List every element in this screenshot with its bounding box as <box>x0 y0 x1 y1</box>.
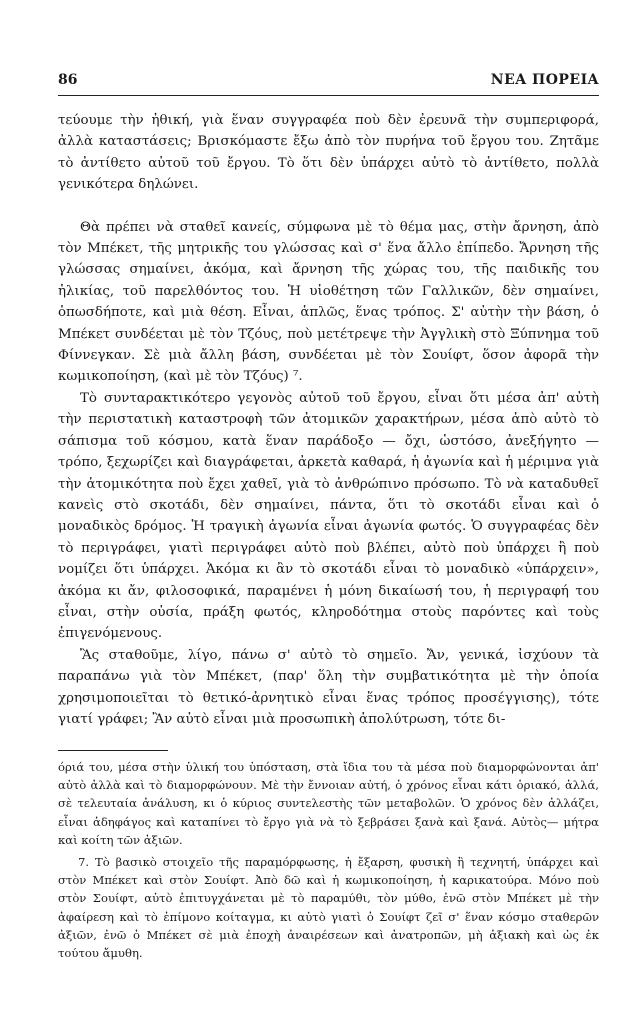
header-rule <box>58 95 599 96</box>
footnote-continued: όριά του, μέσα στὴν ὑλική του ὑπόσταση, στὰ ἴδια του τὰ μέσα ποὺ διαμορφώνονται ἀπ' αὐτὸ ἀλλὰ καὶ τὸ διαμορφώνουν. Μὲ τὴν ἔννοιαν αὐτή, ὁ χρόνος εἶναι κάτι ὁριακό, ἀλλά, σὲ τελευταία ἀνάλυση, κι ὁ κύριος συντελεστὴς τῶν μεταβολῶν. Ὁ χρόνος δὲν ἀλλάζει, εἶναι ἀδηφάγος καὶ καταπίνει τὸ ἔργο γιὰ νὰ τὸ ξεβράσει ξανὰ καὶ ξανά. Αὐτὸς— μήτρα καὶ κοίτη τῶν ἀξιῶν. <box>58 760 599 847</box>
paragraph: τεύουμε τὴν ἠθική, γιὰ ἕναν συγγραφέα ποὺ δὲν ἐρευνᾶ τὴν συμπεριφορά, ἀλλὰ καταστάσεις; Βρισκόμαστε ἔξω ἀπὸ τὸν πυρήνα τοῦ ἔργου του. Ζητᾶμε τὸ ἀντίθετο αὐτοῦ τοῦ ἔργου. Τὸ ὅτι δὲν ὑπάρχει αὐτὸ τὸ ἀντίθετο, πολλὰ γενικότερα δηλώνει. <box>58 113 599 193</box>
paragraph: Θὰ πρέπει νὰ σταθεῖ κανείς, σύμφωνα μὲ τὸ θέμα μας, στὴν ἄρνηση, ἀπὸ τὸν Μπέκετ, τῆς μητρικῆς του γλώσσας καὶ σ' ἕνα ἄλλο ἐπίπεδο. Ἄρνηση τῆς γλώσσας σημαίνει, ἀκόμα, καὶ ἄρνηση τῆς χώρας του, τῆς παιδικῆς του ἡλικίας, τοῦ παρελθόντος του. Ἡ υἱοθέτηση τῶν Γαλλικῶν, δὲν σημαίνει, ὁπωσδήποτε, καὶ μιὰ θέση. Εἶναι, ἁπλῶς, ἕνας τρόπος. Σ' αὐτὴν τὴν βάση, ὁ Μπέκετ συνδέεται μὲ τὸν Τζόυς, ποὺ μετέτρεψε τὴν Ἀγγλικὴ στὸ Ξύπνημα τοῦ Φίννεγκαν. Σὲ μιὰ ἄλλη βάση, συνδέεται μὲ τὸν Σουίφτ, ὅσον ἀφορᾶ τὴν κωμικοποίηση, (καὶ μὲ τὸν Τζόυς) ⁷. <box>58 219 599 385</box>
footnotes <box>58 758 599 962</box>
body-text <box>58 110 599 730</box>
page-number: 86 <box>58 72 78 88</box>
running-header <box>58 72 599 88</box>
footnote-rule <box>58 750 168 751</box>
paragraph: Ἂς σταθοῦμε, λίγο, πάνω σ' αὐτὸ τὸ σημεῖο. Ἄν, γενικά, ἰσχύουν τὰ παραπάνω γιὰ τὸν Μπέκετ, (παρ' ὅλη τὴν συμβατικότητα μὲ τὴν ὁποία χρησιμοποιεῖται τὸ θετικό-ἀρνητικὸ εἶναι ἕνας τρόπος προσέγγισης), τότε γιατί γράφει; Ἂν αὐτὸ εἶναι μιὰ προσωπικὴ ἀπολύτρωση, τότε δι- <box>58 647 599 727</box>
footnote-7: 7. Τὸ βασικὸ στοιχεῖο τῆς παραμόρφωσης, ἡ ἔξαρση, φυσικὴ ἢ τεχνητή, ὑπάρχει καὶ στὸν Μπέκετ καὶ στὸν Σουίφτ. Ἀπὸ δῶ καὶ ἡ κωμικοποίηση, ἡ καρικατούρα. Μόνο ποὺ στὸν Σουίφτ, αὐτὸ ἐπιτυγχάνεται μὲ τὸ παραμύθι, τὸν μύθο, ἐνῶ στὸν Μπέκετ μὲ τὴν ἀφαίρεση καὶ τὸ ἐπίμονο κοίταγμα, κι αὐτὸ γιατὶ ὁ Σουίφτ ζεῖ σ' ἕναν κόσμο σταθερῶν ἀξιῶν, ἐνῶ ὁ Μπέκετ σὲ μιὰ ἐποχὴ ἀναιρέσεων καὶ ἀνατροπῶν, μὴ ἀξιακὴ καὶ ὡς ἐκ τούτου ἄμυθη. <box>58 855 599 961</box>
journal-title: ΝΕΑ ΠΟΡΕΙΑ <box>490 72 599 88</box>
paragraph: Τὸ συνταρακτικότερο γεγονὸς αὐτοῦ τοῦ ἔργου, εἶναι ὅτι μέσα ἀπ' αὐτὴ τὴν περιστατικὴ καταστροφὴ τῶν ἀτομικῶν χαρακτήρων, μέσα ἀπὸ αὐτὸ τὸ σάπισμα τοῦ κόσμου, κατὰ ἕναν παράδοξο — ὄχι, ὡστόσο, ἀνεξήγητο — τρόπο, ξεχωρίζει καὶ διαγράφεται, ἀρκετὰ καθαρά, ἡ ἀγωνία καὶ ἡ μέριμνα γιὰ τὴν ἀτομικότητα ποὺ ἔχει χαθεῖ, γιὰ τὸ ἀνθρώπινο πρόσωπο. Τὸ νὰ καταδυθεῖ κανεὶς στὸ σκοτάδι, δὲν σημαίνει, πάντα, ὅτι τὸ σκοτάδι εἶναι καὶ ὁ μοναδικὸς δρόμος. Ἡ τραγικὴ ἀγωνία εἶναι ἀγωνία φωτός. Ὁ συγγραφέας δὲν τὸ περιγράφει, γιατὶ περιγράφει αὐτὸ ποὺ βλέπει, αὐτὸ ποὺ ὑπάρχει ἢ ποὺ νομίζει ὅτι ὑπάρχει. Ἀκόμα κι ἂν τὸ σκοτάδι εἶναι τὸ μοναδικὸ «ὑπάρχειν», ἀκόμα κι ἄν, φιλοσοφικά, παραμένει ἡ μόνη δικαίωσή του, ἡ περιγραφή του εἶναι, στὴν οὐσία, πράξη φωτός, κληροδότημα στοὺς παρόντες καὶ τοὺς ἐπιγενόμενους. <box>58 390 599 642</box>
